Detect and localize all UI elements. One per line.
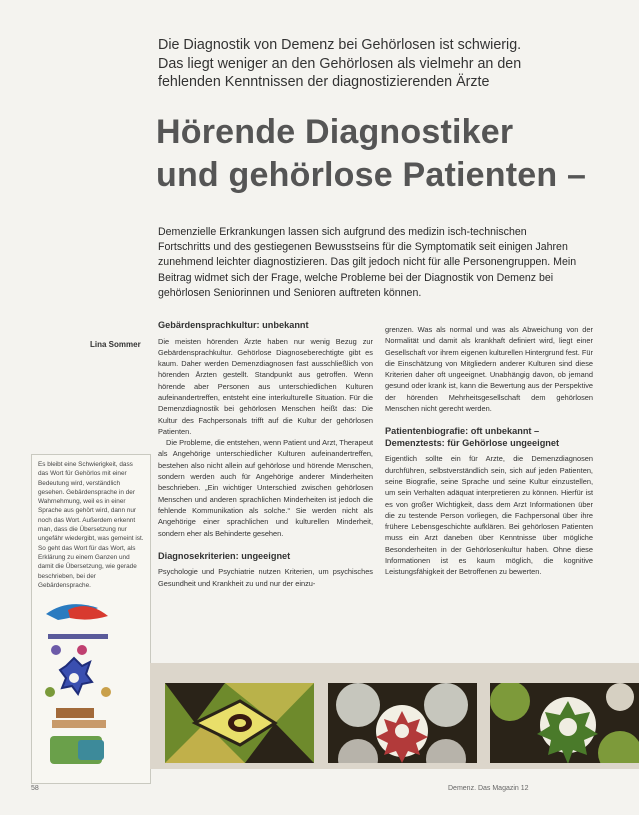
section-heading-diagnosekriterien: Diagnosekriterien: ungeeignet <box>158 550 291 561</box>
intro-line-1: Die Diagnostik von Demenz bei Gehörlosen ist schwierig. <box>158 37 522 53</box>
column-2 <box>385 324 593 578</box>
kaleidoscope-image-3 <box>490 683 639 763</box>
sidebar-collage-image <box>38 596 144 776</box>
kaleidoscope-image-1 <box>165 683 314 763</box>
section-heading-patientenbiografie: Patientenbiografie: oft unbekannt – Demenztests: für Gehörlose ungeeignet <box>385 426 560 448</box>
sidebar-text: Es bleibt eine Schwierigkeit, dass das Wort für Gehörlos mit einer Bedeutung wird, verständlich gesehen. Gebärdensprache in der Wahrnehmung, weil es in einer Sprache aus gehört wird, dann nur noch das Wort. Außerdem erkennt man, dass die Übersetzung nur ungefähr wiedergibt, was gemeint ist. So geht das Wort für das Wort, als Erklärung zu einem Ganzen und damit die Übersetzung, wie gerade beschrieben, bei der Gebärdensprache. <box>38 461 144 589</box>
author-name: Lina Sommer <box>90 340 141 349</box>
column-1 <box>158 320 373 589</box>
journal-footer: Demenz. Das Magazin 12 <box>448 785 529 792</box>
intro-line-3: fehlenden Kenntnissen der diagnostizierenden Ärzte <box>158 74 490 90</box>
column-1-paragraph-2: Die Probleme, die entstehen, wenn Patient und Arzt, Therapeut als Angehörige unterschiedlicher Kulturen aufeinandertreffen, bestehen also nicht allein auf gehörlose und hörende Menschen, sondern werden auch für Angehörige anderer Minderheiten beschrieben. „Ein wichtiger Unterschied zwischen gehörlosen Menschen und anderen sprachlichen Minderheiten ist jedoch die fehlende Kommunikation als solche.“ Sie werden nicht als Angehörige einer sprachlichen und kulturellen Minderheit, sondern eher als Behinderte gesehen. <box>158 438 373 538</box>
kaleidoscope-image-2 <box>328 683 477 763</box>
column-1-paragraph-3: Psychologie und Psychiatrie nutzen Kriterien, um psychisches Gesundheit und Krankheit zu und nur der einzu- <box>158 567 373 588</box>
column-2-paragraph-2: Eigentlich sollte ein für Arzte, die Demenzdiagnosen durchführen, selbstverständlich sein, sich auf jeden Patienten, seine Biografie, seine Sprache und seine Kultur einzustellen, um sein Verhalten adäquat interpretieren zu können. Hierfür ist es von großer Wichtigkeit, dass dem Arzt Informationen über die zu testende Person vorliegen, die Fachpersonal über ihre frühere Lebensgeschichte aufklären. Bei gehörlosen Patienten muss ein Arzt daneben über Kenntnisse über mögliche Besonderheiten in der Gehörlosenkultur haben. Ohne diese Informationen ist es kaum möglich, die kognitive Leistungsfähigkeit der Betroffenen zu bewerten. <box>385 454 593 577</box>
column-2-paragraph-1: grenzen. Was als normal und was als Abweichung von der Normalität und damit als krankhaft definiert wird, liegt einer Gesellschaft vor ihrem eigenen kulturellen Hintergrund fest. Für die Einschätzung von Mitgliedern anderer Kulturen sind diese Kriterien daher oft ungeeignet. Unabhängig davon, ob jemand gesund oder krank ist, kann die Bewertung aus der Perspektive der hörenden Mehrheitsgesellschaft dem gehörlosen Menschen nicht gerecht werden. <box>385 325 593 414</box>
column-1-paragraph-1: Die meisten hörenden Ärzte haben nur wenig Bezug zur Gebärdensprachkultur. Gehörlose Diagnoseberechtigte gibt es kaum. Daher werden Demenzdiagnosen fast ausschließlich von hörenden Ärzten gestellt. Standpunkt aus getroffen. Wenn hörende aber Personen aus unterschiedlichen Kulturen aufeinandertreffen, entsteht eine interkulturelle Situation. Für die Demenzdiagnostik bei gehörlosen Menschen heißt das: Die Kultur des Fachpersonals trifft auf die Kultur der gehörlosen Patienten. <box>158 336 373 436</box>
title-line-1: Hörende Diagnostiker <box>156 113 514 151</box>
intro-text <box>158 36 578 92</box>
section-heading-gebaerdensprachkultur: Gebärdensprachkultur: unbekannt <box>158 320 309 330</box>
page-number: 58 <box>31 785 39 792</box>
title-line-2: und gehörlose Patienten – <box>156 156 587 194</box>
lead-paragraph: Demenzielle Erkrankungen lassen sich aufgrund des medizin isch-technischen Fortschritts und des gestiegenen Bewusstseins für die Symptomatik seit einigen Jahren zunehmend leichter diagnostizieren. Das gilt jedoch nicht für alle Personengruppen. Mein Beitrag widmet sich der Frage, welche Probleme bei der Diagnostik von Demenz bei gehörlosen Seniorinnen und Senioren auftreten können. <box>158 226 577 299</box>
intro-line-2: Das liegt weniger an den Gehörlosen als vielmehr an den <box>158 55 522 72</box>
article-title <box>156 111 636 197</box>
